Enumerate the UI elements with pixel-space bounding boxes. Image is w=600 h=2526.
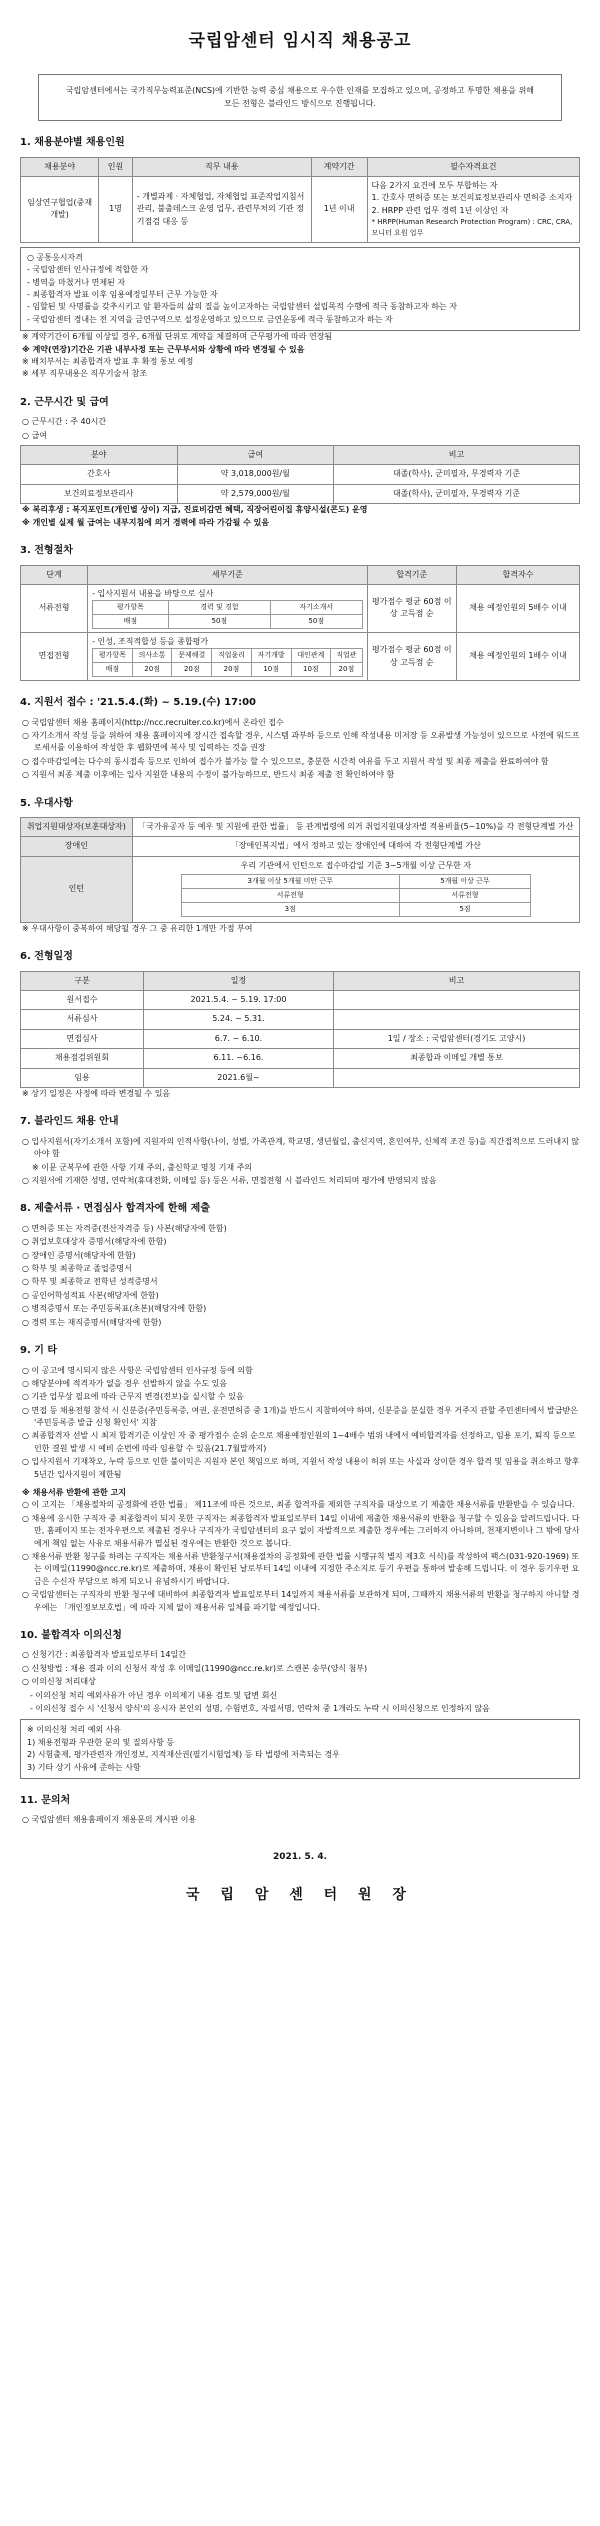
cell: 자기소개서 — [270, 601, 362, 615]
list-item: ○ 면접 등 채용전형 참석 시 신분증(주민등록증, 여권, 운전면허증 중 1개)을 반드시 지참하여야 하며, 신분증을 분실한 경우 거주지 관할 주민센터에서 발급받은 '주민등록증 발급 신청 확인서' 지참 — [22, 1405, 578, 1428]
section-3-heading: 3. 전형절차 — [20, 545, 73, 557]
cell: 약 3,018,000원/월 — [177, 465, 334, 484]
list-item: - 병역을 마쳤거나 면제된 자 — [27, 277, 126, 287]
cell: 50점 — [168, 615, 270, 629]
cell — [132, 856, 579, 922]
cell: 1일 / 장소 : 국립암센터(경기도 고양시) — [334, 1029, 580, 1048]
cell: 원서접수 — [21, 991, 144, 1010]
cell: 채용점검위원회 — [21, 1049, 144, 1068]
section-4-heading: 4. 지원서 접수 : '21.5.4.(화) ~ 5.19.(수) 17:00 — [20, 697, 256, 709]
list-item: 3) 기타 상기 사유에 준하는 사항 — [27, 1762, 141, 1772]
note: ※ 계약(연장)기간은 기관 내부사정 또는 근무부서와 상황에 따라 변경될 수 있음 — [22, 344, 305, 354]
th-req: 필수자격요건 — [367, 157, 579, 176]
schedule-table — [20, 971, 580, 1088]
cell: 대인관계 — [291, 649, 331, 663]
list-item: ○ 해당분야에 적격자가 없을 경우 선발하지 않을 수도 있음 — [22, 1378, 228, 1388]
cell: 경력 및 경험 — [168, 601, 270, 615]
cell-number: 채용 예정인원의 1배수 이내 — [457, 632, 580, 680]
list-item: ○ 이 고지는 「채용절차의 공정화에 관한 법률」 제11조에 따른 것으로, 최종 합격자를 제외한 구직자를 대상으로 기 제출한 채용서류를 반환받을 수 있습니다. — [22, 1500, 575, 1510]
th-stage: 단계 — [21, 565, 88, 584]
section-5-heading: 5. 우대사항 — [20, 797, 73, 809]
list-item: - 이의신청 접수 시 '신청서 양식'의 응시자 본인의 성명, 수험번호, 자필서명, 연락처 중 1개라도 누락 시 이의신청으로 인정하지 않음 — [30, 1704, 490, 1714]
score-table — [92, 648, 363, 677]
intro-text: 국립암센터에서는 국가직무능력표준(NCS)에 기반한 능력 중심 채용으로 우수한 인재를 모집하고 있으며, 공정하고 투명한 채용을 위해 모든 전형은 블라인드 방식으로 진행됩니다. — [65, 86, 535, 108]
common-requirements-box — [20, 247, 580, 331]
cell: 10점 — [251, 663, 291, 677]
notice-date: 2021. 5. 4. — [272, 1851, 328, 1862]
list-item: ※ 이문 군복무에 관한 사항 기재 주의, 출신학교 명칭 기재 주의 — [32, 1162, 253, 1172]
th-remark: 비고 — [334, 446, 580, 465]
list-item: ○ 지원서에 기재한 성명, 연락처(휴대전화, 이메일 등) 등은 서류, 면접전형 시 블라인드 처리되며 평가에 반영되지 않음 — [22, 1176, 437, 1186]
note: ※ 상기 일정은 사정에 따라 변경될 수 있음 — [22, 1088, 171, 1098]
req-line: * HRPP(Human Research Protection Program) : CRC, CRA, 모니터 요원 업무 — [371, 218, 573, 238]
list-item: ○ 면허증 또는 자격증(전산자격증 등) 사본(해당자에 한함) — [22, 1223, 227, 1233]
th-duties: 직무 내용 — [132, 157, 311, 176]
list-item: ○ 채용서류 반환 청구를 하려는 구직자는 채용서류 반환청구서(채용절차의 공정화에 관한 법률 시행규칙 별지 제3호 서식)를 작성하여 팩스(031-920-1969) 또는 이메일(11990@ncc.re.kr)로 제출하며, 채용이 확인된 날로부터 14일 이내에 지정한 주소지로 등기 우편을 통하여 발송해 드립니다. 이 경우 등기우편 요금은 수신자 부담으로 하게 되오니 유념하시기 바랍니다. — [22, 1552, 580, 1586]
list-item: ○ 채용에 응시한 구직자 중 최종합격이 되지 못한 구직자는 최종합격자 발표일로부터 14일 이내에 제출한 채용서류의 반환을 청구할 수 있음을 알려드립니다. 다만, 홈페이지 또는 전자우편으로 제출된 경우나 구직자가 국립암센터의 요구 없이 자발적으로 제출한 경우에는 그러하지 아니하며, 천재지변이나 그 밖에 당사에게 책임 없는 사유로 채용서류가 멸실된 경우에는 반환한 것으로 봅니다. — [22, 1513, 580, 1548]
list-item: ○ 장애인 증명서(해당자에 한함) — [22, 1250, 136, 1260]
cell-detail — [88, 632, 368, 680]
issuer-name: 국 립 암 센 터 원 장 — [186, 1886, 414, 1903]
cell: 임용 — [21, 1068, 144, 1087]
cell-stage: 면접전형 — [21, 632, 88, 680]
cell: 3개월 이상 5개월 미만 근무 — [181, 875, 399, 889]
intern-desc: 우리 기관에서 인턴으로 접수마감일 기준 3~5개월 이상 근무한 자 — [240, 860, 472, 870]
cell: 대졸(학사), 군미필자, 무경력자 기준 — [334, 465, 580, 484]
detail-desc: - 인성, 조직적합성 등을 종합평가 — [92, 636, 209, 646]
list-item: ○ 공통응시자격 — [27, 252, 83, 262]
list-item: ○ 경력 또는 재직증명서(해당자에 한함) — [22, 1317, 162, 1327]
list-item: ○ 공인어학성적표 사본(해당자에 한함) — [22, 1290, 159, 1300]
list-item: 1) 채용전형과 무관한 문의 및 질의사항 등 — [27, 1737, 175, 1747]
list-item: ○ 취업보호대상자 증명서(해당자에 한함) — [22, 1237, 167, 1247]
cell: 서류전형 — [181, 889, 399, 903]
cell: 3점 — [181, 902, 399, 916]
list-item: ○ 최종합격자 선발 시 최저 합격기준 이상인 자 중 평가점수 순위 순으로 채용예정인원의 1~4배수 범위 내에서 예비합격자를 선정하고, 임용 포기, 퇴직 등으로 인한 결원 발생 시 예비 순번에 따라 임용할 수 있음(21.7월말까지) — [22, 1431, 576, 1453]
cell: 배점 — [93, 663, 133, 677]
page-title: 국립암센터 임시직 채용공고 — [188, 31, 412, 51]
th-number: 합격자수 — [457, 565, 580, 584]
list-item: ○ 자기소개서 작성 등을 위하여 채용 홈페이지에 장시간 접속할 경우, 시스템 과부하 등으로 인해 작성내용 미저장 등 오류발생 가능성이 있으므로 사전에 워드프로세서를 이용하여 작성한 후 웹화면에 복사 및 입력하는 것을 권장 — [22, 730, 580, 753]
table-row — [21, 1029, 580, 1048]
list-item: ※ 이의신청 처리 예외 사유 — [27, 1725, 122, 1735]
note: ※ 개인별 실제 월 급여는 내부지침에 의거 경력에 따라 가감될 수 있음 — [22, 517, 270, 527]
list-item: ○ 학부 및 최종학교 졸업증명서 — [22, 1264, 132, 1274]
cell: 50점 — [270, 615, 362, 629]
cell — [334, 1010, 580, 1029]
cell: 6.7. ~ 6.10. — [143, 1029, 333, 1048]
section-10-heading: 10. 불합격자 이의신청 — [20, 1629, 122, 1641]
list-item: ○ 신청기간 : 최종합격자 발표일로부터 14일간 — [22, 1650, 186, 1660]
cell: 약 2,579,000원/월 — [177, 484, 334, 503]
list-item: - 국립암센터 인사규정에 적합한 자 — [27, 265, 149, 275]
th-salary: 급여 — [177, 446, 334, 465]
req-line: 다음 2가지 요건에 모두 부합하는 자 — [371, 181, 498, 191]
list-item: ○ 국립암센터 채용 홈페이지(http://ncc.recruiter.co.kr)에서 온라인 접수 — [22, 717, 284, 727]
req-line: 2. HRPP 관련 업무 경력 1년 이상인 자 — [371, 205, 509, 215]
list-item: ○ 국립암센터 채용홈페이지 채용문의 게시판 이용 — [22, 1815, 197, 1825]
cell-field: 임상연구협업(중재개발) — [21, 177, 99, 243]
cell: 「국가유공자 등 예우 및 지원에 관한 법률」 등 관계법령에 의거 취업지원대상자별 적용비율(5~10%)을 각 전형단계별 가산 — [132, 818, 579, 837]
cell: 20점 — [172, 663, 212, 677]
cell-duties: - 개별과제 · 자체협업, 자체협업 표준작업지침서 관리, 불출데스크 운영 업무, 관련부처의 기관 정기점검 대응 등 — [132, 177, 311, 243]
cell: 10점 — [291, 663, 331, 677]
cell: 직업윤리 — [212, 649, 252, 663]
list-item: ○ 신청방법 : 채용 결과 이의 신청서 작성 후 이메일(11990@ncc.re.kr)로 스캔본 송부(양식 첨부) — [22, 1663, 368, 1673]
cell: 5개월 이상 근무 — [399, 875, 530, 889]
table-row — [21, 1068, 580, 1087]
list-item: ○ 근무시간 : 주 40시간 — [22, 417, 107, 427]
recruit-table — [20, 157, 580, 243]
list-item: ○ 기관 업무상 필요에 따라 근무지 변경(전보)을 실시할 수 있음 — [22, 1392, 244, 1402]
section-11-heading: 11. 문의처 — [20, 1794, 71, 1806]
return-heading: ※ 채용서류 반환에 관한 고지 — [22, 1488, 126, 1498]
cell-period: 1년 이내 — [311, 177, 367, 243]
cell: 서류전형 — [399, 889, 530, 903]
cell-label: 취업지원대상자(보훈대상자) — [21, 818, 133, 837]
cell: 대졸(학사), 군미필자, 무경력자 기준 — [334, 484, 580, 503]
table-row — [21, 1010, 580, 1029]
cell: 「장애인복지법」에서 정하고 있는 장애인에 대하여 각 전형단계별 가산 — [132, 837, 579, 856]
th-field: 분야 — [21, 446, 178, 465]
note: ※ 배치부서는 최종합격자 발표 후 확정 통보 예정 — [22, 357, 194, 366]
req-line: 1. 간호사 면허증 또는 보건의료정보관리사 면허증 소지자 — [371, 193, 573, 203]
table-row — [21, 465, 580, 484]
list-item: ○ 접수마감일에는 다수의 동시접속 등으로 인하여 접수가 불가능 할 수 있으므로, 충분한 시간적 여유를 두고 지원서 작성 및 최종 제출을 완료하여야 함 — [22, 756, 549, 766]
cell-count: 1명 — [99, 177, 133, 243]
note: ※ 복리후생 : 복지포인트(개인별 상이) 지급, 진료비감면 혜택, 직장어린이집 휴양시설(콘도) 운영 — [22, 505, 368, 515]
cell: 20점 — [212, 663, 252, 677]
preference-table — [20, 817, 580, 923]
cell: 의사소통 — [132, 649, 172, 663]
cell: 평가항목 — [93, 601, 169, 615]
section-9-heading: 9. 기 타 — [20, 1345, 58, 1357]
th: 비고 — [334, 971, 580, 990]
table-row — [21, 1049, 580, 1068]
cell: 2021.5.4. ~ 5.19. 17:00 — [143, 991, 333, 1010]
section-2-heading: 2. 근무시간 및 급여 — [20, 396, 109, 408]
th: 일정 — [143, 971, 333, 990]
table-row — [21, 991, 580, 1010]
table-row — [21, 837, 580, 856]
list-item: - 임할된 및 사명률을 갖추시키고 암 환자들의 삶의 질을 높이고자하는 국립암센터 설립목적 수행에 적극 동참하고자 하는 자 — [27, 302, 457, 312]
process-table — [20, 565, 580, 682]
cell: 보건의료정보관리사 — [21, 484, 178, 503]
th-pass: 합격기준 — [367, 565, 456, 584]
cell-label: 인턴 — [21, 856, 133, 922]
cell: 5.24. ~ 5.31. — [143, 1010, 333, 1029]
cell: 면접심사 — [21, 1029, 144, 1048]
list-item: ○ 입사지원서 기재착오, 누락 등으로 인한 불이익은 지원자 본인 책임으로 하며, 지원서 작성 내용이 허위 또는 사실과 상이한 경우 합격 및 임용을 취소하고 향후 5년간 입사지원이 제한됨 — [22, 1457, 580, 1479]
section-8-heading: 8. 제출서류 · 면접심사 합격자에 한해 제출 — [20, 1203, 211, 1215]
score-table — [92, 600, 363, 629]
table-row — [21, 632, 580, 680]
table-row — [21, 856, 580, 922]
section-7-heading: 7. 블라인드 채용 안내 — [20, 1116, 119, 1128]
list-item: ○ 이의신청 처리대상 — [22, 1677, 96, 1687]
cell: 2021.6월~ — [143, 1068, 333, 1087]
cell: 20점 — [132, 663, 172, 677]
salary-table — [20, 445, 580, 504]
cell: 자기개발 — [251, 649, 291, 663]
cell: 평가항목 — [93, 649, 133, 663]
list-item: ○ 급여 — [22, 430, 47, 440]
intern-table — [181, 874, 532, 917]
cell-detail — [88, 584, 368, 632]
cell-stage: 서류전형 — [21, 584, 88, 632]
cell: 직업관 — [331, 649, 362, 663]
th: 구분 — [21, 971, 144, 990]
signature-block — [20, 1851, 580, 1907]
exception-box — [20, 1719, 580, 1779]
section-6-heading: 6. 전형일정 — [20, 951, 73, 963]
list-item: ○ 지원서 최종 제출 이후에는 입사 지원한 내용의 수정이 불가능하므로, 반드시 최종 제출 전 확인하여야 함 — [22, 770, 395, 780]
cell: 배점 — [93, 615, 169, 629]
cell: 5점 — [399, 902, 530, 916]
note: ※ 계약기간이 6개월 이상일 경우, 6개월 단위로 계약을 체결하며 근무평가에 따라 연장됨 — [22, 332, 333, 342]
th-period: 계약기간 — [311, 157, 367, 176]
detail-desc: - 입사지원서 내용을 바탕으로 심사 — [92, 588, 214, 598]
th-field: 채용분야 — [21, 157, 99, 176]
cell: 간호사 — [21, 465, 178, 484]
th-criteria: 세부기준 — [88, 565, 368, 584]
cell-requirements — [367, 177, 579, 243]
list-item: ○ 학부 및 최종학교 전학년 성적증명서 — [22, 1277, 158, 1287]
cell: 최종합과 이메일 개별 통보 — [334, 1049, 580, 1068]
table-row — [21, 818, 580, 837]
cell — [334, 991, 580, 1010]
cell: 20점 — [331, 663, 362, 677]
table-row — [21, 484, 580, 503]
list-item: ○ 이 공고에 명시되지 않은 사항은 국립암센터 인사규정 등에 의함 — [22, 1365, 253, 1375]
cell-pass: 평가점수 평균 60점 이상 고득점 순 — [367, 632, 456, 680]
table-row — [21, 584, 580, 632]
list-item: - 이의신청 처리 예외사유가 아닌 경우 이의제기 내용 검토 및 답변 회신 — [30, 1690, 278, 1700]
cell: 6.11. ~6.16. — [143, 1049, 333, 1068]
list-item: ○ 병적증명서 또는 주민등록표(초본)(해당자에 한함) — [22, 1304, 207, 1314]
cell — [334, 1068, 580, 1087]
list-item: ○ 국립암센터는 구직자의 반환 청구에 대비하여 최종합격자 발표일로부터 14일까지 채용서류를 보관하게 되며, 그때까지 채용서류의 반환을 청구하지 아니할 경우에는 「개인정보보호법」에 따라 지체 없이 채용서류 일체를 파기할 예정입니다. — [22, 1590, 580, 1612]
list-item: - 최종합격자 발표 이후 임용예정일부터 근무 가능한 자 — [27, 290, 218, 300]
intro-box — [38, 74, 562, 121]
cell: 문제해결 — [172, 649, 212, 663]
cell-number: 채용 예정인원의 5배수 이내 — [457, 584, 580, 632]
cell-label: 장애인 — [21, 837, 133, 856]
list-item: ○ 입사지원서(자기소개서 포함)에 지원자의 인적사항(나이, 성별, 가족관계, 학교명, 생년월일, 출신지역, 혼인여부, 신체적 조건 등)을 직간접적으로 드러내지 않아야 함 — [22, 1136, 580, 1159]
th-count: 인원 — [99, 157, 133, 176]
cell-pass: 평가점수 평균 60점 이상 고득점 순 — [367, 584, 456, 632]
list-item: 2) 시험출제, 평가관련자 개인정보, 지적재산권(필기시험업체) 등 타 법령에 저촉되는 경우 — [27, 1750, 340, 1760]
list-item: - 국립암센터 경내는 전 지역을 금연구역으로 설정운영하고 있으므로 금연운동에 적극 동참하고자 하는 자 — [27, 314, 393, 324]
note: ※ 세부 직무내용은 직무기술서 참조 — [22, 369, 148, 379]
note: ※ 우대사항이 중복하여 해당될 경우 그 중 유리한 1개만 가점 부여 — [22, 923, 253, 933]
section-1-heading: 1. 채용분야별 채용인원 — [20, 137, 125, 149]
cell: 서류심사 — [21, 1010, 144, 1029]
